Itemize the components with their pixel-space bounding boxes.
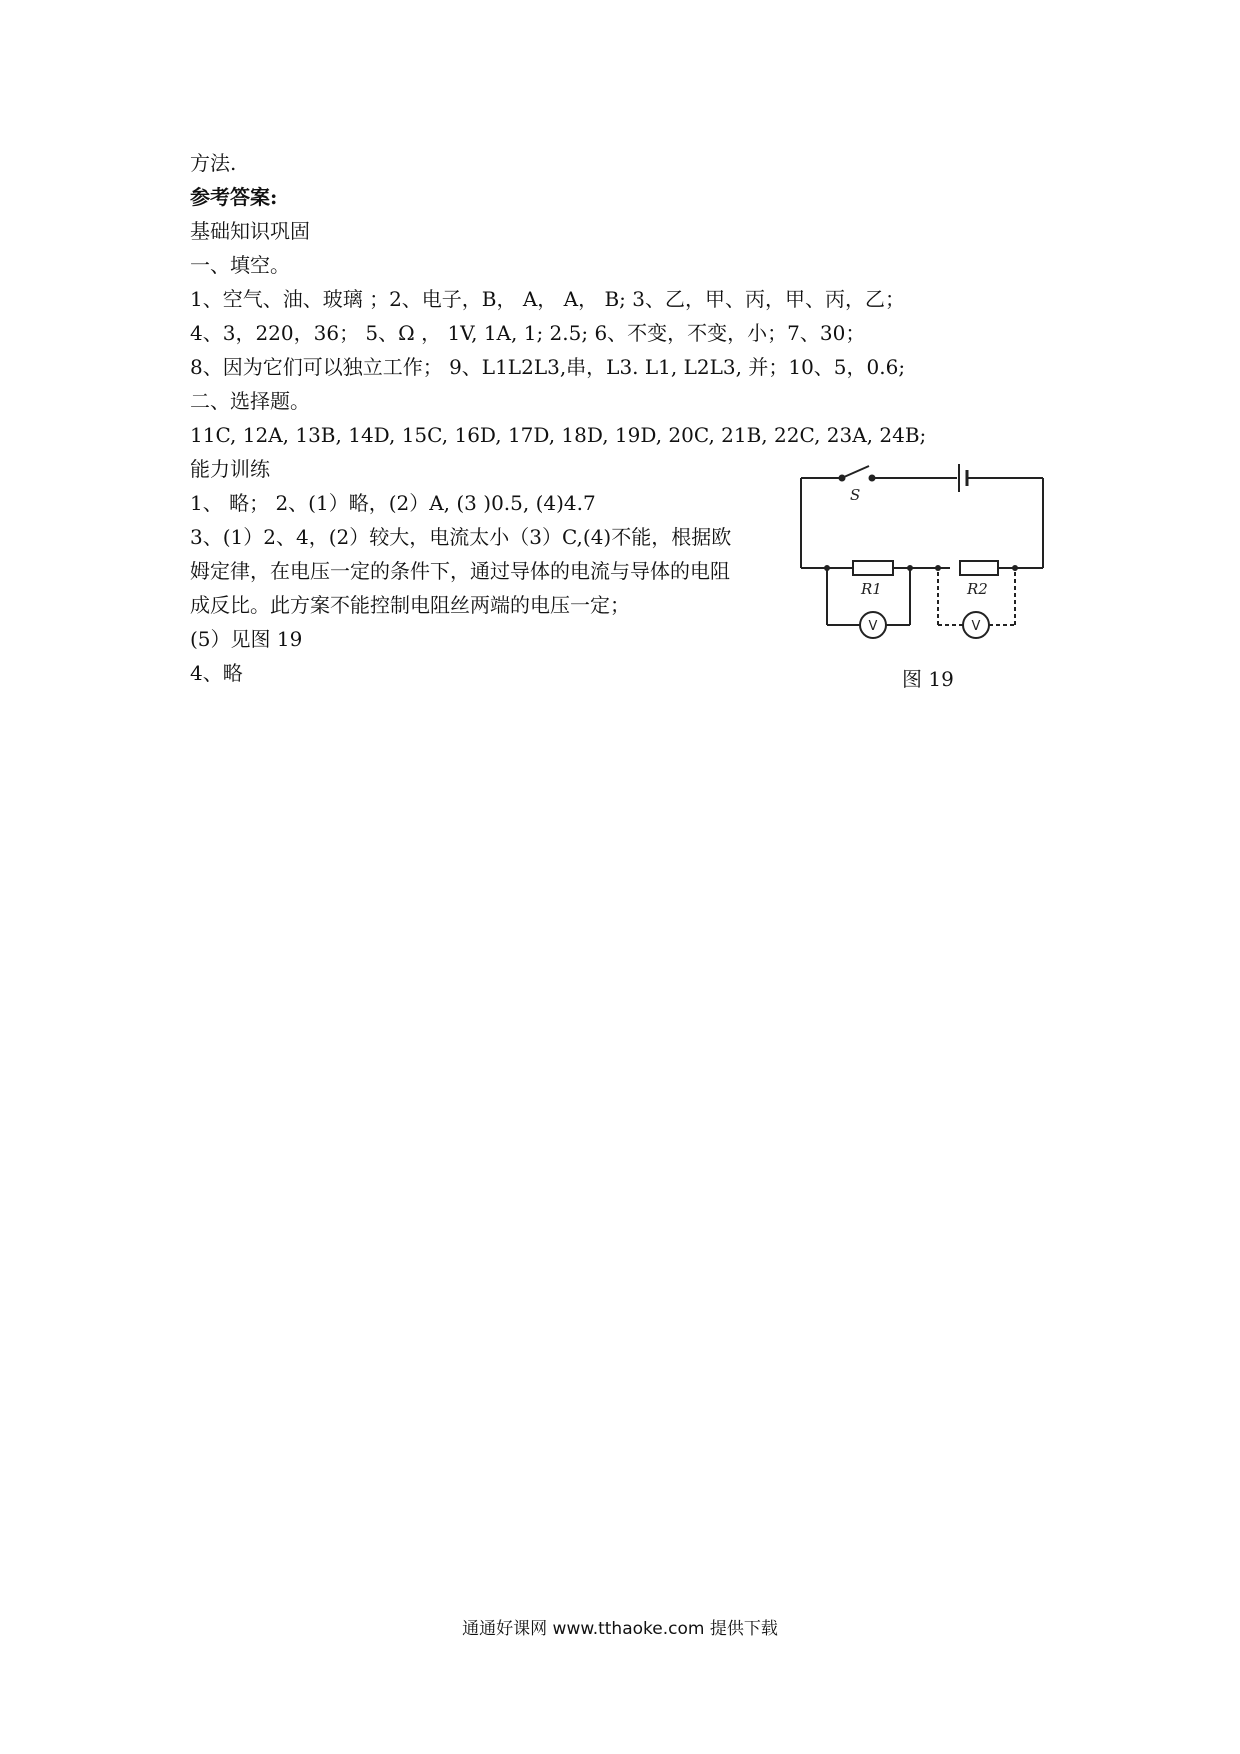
- resistor-r1: [853, 561, 893, 575]
- r1-label: R1: [861, 580, 882, 598]
- junction-dot: [907, 565, 913, 571]
- figure-caption: 图 19: [902, 667, 954, 691]
- answer-line-12: 姆定律，在电压一定的条件下，通过导体的电流与导体的电阻: [190, 559, 730, 583]
- answer-line-4: 1、空气、油、玻璃 ；2、电子，B， A， A， B; 3、乙，甲、丙，甲、丙，乙；: [190, 287, 905, 311]
- answer-line-11: 3、(1）2、4，(2）较大，电流太小（3）C,(4)不能，根据欧: [190, 525, 732, 549]
- junction-dot: [824, 565, 830, 571]
- voltmeter-1-label: V: [868, 619, 878, 634]
- section-choice: 二、选择题。: [190, 389, 310, 413]
- answer-line-8: 11C, 12A, 13B, 14D, 15C, 16D, 17D, 18D, 19D, 20C, 21B, 22C, 23A, 24B;: [190, 423, 927, 447]
- answer-line-6: 8、因为它们可以独立工作； 9、L1L2L3,串，L3. L1, L2L3, 并；10、5，0.6;: [190, 355, 906, 379]
- switch-blade: [844, 466, 869, 477]
- junction-dot: [935, 565, 941, 571]
- line-0: 方法.: [190, 151, 237, 175]
- voltmeter-2-label: V: [971, 619, 981, 634]
- section-ability: 能力训练: [190, 457, 270, 481]
- section-fill-blank: 一、填空。: [190, 253, 290, 277]
- footer-text: 通通好课网 www.tthaoke.com 提供下载: [462, 1619, 778, 1639]
- answer-line-15: 4、略: [190, 661, 243, 685]
- r2-label: R2: [967, 580, 988, 598]
- resistor-r2: [960, 561, 998, 575]
- answers-heading: 参考答案:: [190, 185, 278, 209]
- switch-terminal-right: [870, 476, 875, 481]
- answer-line-14: (5）见图 19: [190, 627, 303, 651]
- switch-label: S: [850, 486, 861, 504]
- circuit-diagram: [795, 462, 1050, 652]
- answer-line-5: 4、3，220，36； 5、Ω ， 1V, 1A, 1; 2.5; 6、不变，不变，小；7、30；: [190, 321, 866, 345]
- answer-line-13: 成反比。此方案不能控制电阻丝两端的电压一定；: [190, 593, 630, 617]
- junction-dot: [1012, 565, 1018, 571]
- answer-line-10: 1、 略； 2、(1）略，(2）A, (3 )0.5, (4)4.7: [190, 491, 596, 515]
- section-basic: 基础知识巩固: [190, 219, 310, 243]
